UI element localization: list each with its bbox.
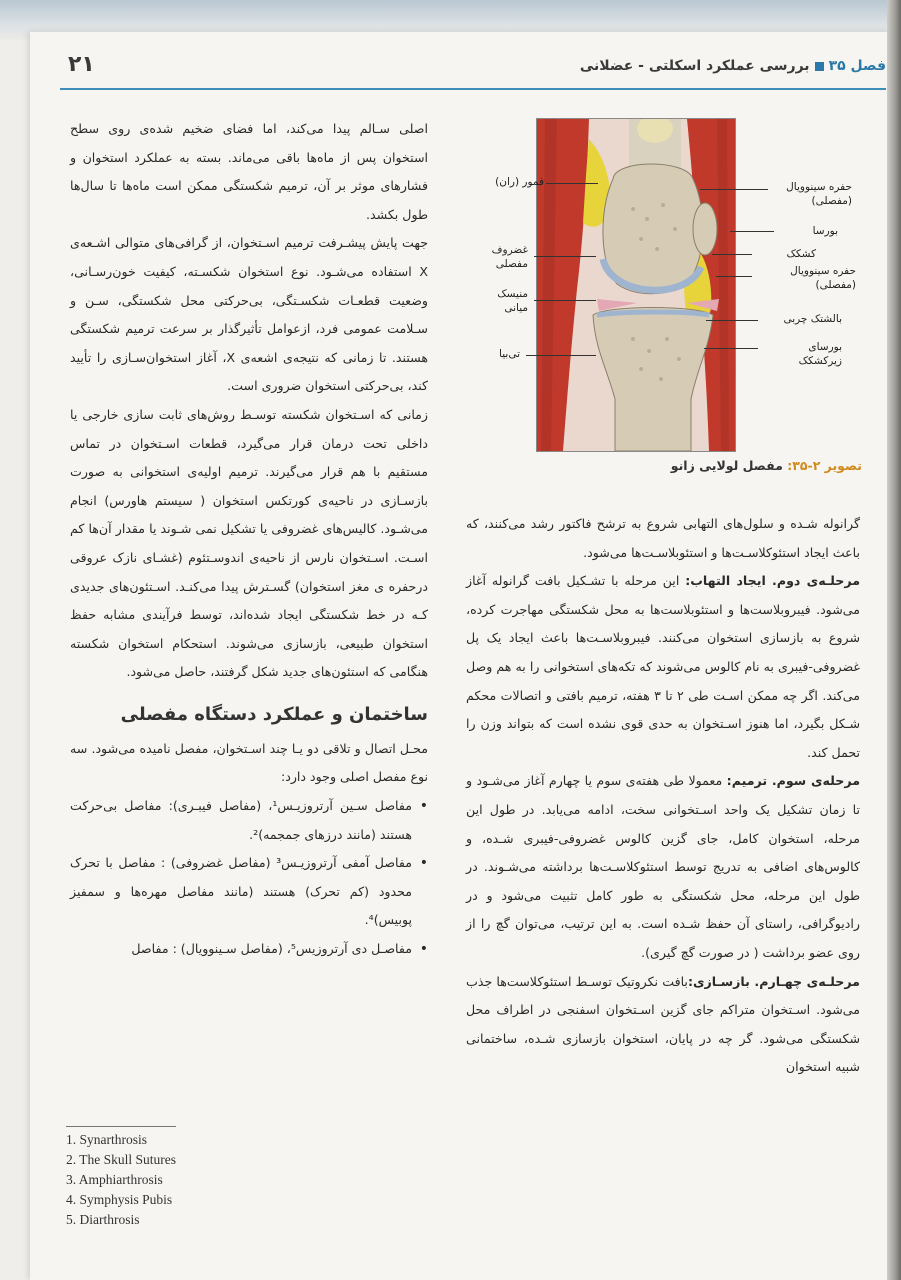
label-leader xyxy=(546,183,598,184)
left-column xyxy=(70,115,428,964)
figure-caption-number: تصویر ۲-۳۵: xyxy=(787,458,862,473)
figure-label: حفره سینوویال (مفصلی) xyxy=(786,181,852,207)
label-leader xyxy=(704,348,758,349)
paragraph: گرانوله شـده و سلول‌های التهابی شروع به ترشح فاکتور رشد می‌کنند، که باعث ایجاد استئوکلاسـت‌ها و استئوبلاسـت‌ها می‌شود. xyxy=(466,516,860,560)
paragraph: زمانی که اسـتخوان شکسته توسـط روش‌های ثابت سازی خارجی یا داخلی تحت درمان قرار می‌گیرد، قطعات اسـتخوان در تماس مستقیم با هم قرار می‌گیرند. ترمیم اولیه‌ی استخوانی به صورت بازسـازی در ناحیه‌ی کورتکس استخوان ( سیستم هاورس) انجام می‌شـود. کالیس‌های غضروفی یا تشکیل نمی شـوند یا مقدار آن‌ها کم اسـت. اسـتخوان نارس از ناحیه‌ی اندوسـتئوم (غشـای نازک عروقی درحفره ی مغز استخوان) گسـترش پیدا می‌کنـد. اسـتئون‌های جدیدی کـه در خط شکستگی ایجاد شده‌اند، توسط فرآیندی مشابه حفظ استخوان طبیعی، بازسازی می‌شوند. استحکام استخوان شکسته هنگامی که استئون‌های جدید شکل گرفتند، حاصل می‌شود. xyxy=(70,406,428,680)
figure-label: تی‌بیا xyxy=(499,348,520,360)
label-leader xyxy=(706,320,758,321)
right-column xyxy=(466,510,860,1082)
figure-label: بورسا xyxy=(812,225,838,237)
label-leader xyxy=(730,231,774,232)
square-marker-icon xyxy=(815,62,824,71)
label-leader xyxy=(716,276,752,277)
figure-label: حفره سینوویال (مفصلی) xyxy=(790,265,856,291)
figure-label: بورسای زیرکشکک xyxy=(798,341,842,367)
knee-anatomy-drawing xyxy=(537,119,735,451)
figure-caption-text: مفصل لولایی زانو xyxy=(670,458,783,473)
chapter-label: فصل ۳۵ xyxy=(828,58,886,74)
section-heading: ساختمان و عملکرد دستگاه مفصلی xyxy=(120,703,428,725)
label-leader xyxy=(534,300,596,301)
figure-label: کشکک xyxy=(786,248,816,260)
stage-title: مرحله‌ی سوم. ترمیم: xyxy=(726,773,860,789)
stage-title: مرحلـه‌ی دوم. ایجاد التهاب: xyxy=(685,573,860,589)
page-number: ۲۱ xyxy=(68,52,95,77)
paragraph: جهت پایش پیشـرفت ترمیم اسـتخوان، از گرافی‌های متوالی اشـعه‌ی X استفاده می‌شـود. نوع استخوان شکسـته، کیفیت خون‌رسـانی، وضعیت قطعـات شکسـتگی، بی‌حرکتی محل شکستگی، سـن و سـلامت عمومی فرد، ازعوامل تأثیرگذار بر سرعت ترمیم شکستگی هستند. تا زمانی که نتیجه‌ی اشعه‌ی X، آغاز استخوان‌سـازی را تأیید کند، بی‌حرکتی استخوان ضروری است. xyxy=(70,235,428,394)
stage-text: معمولا طی هفته‌ی سوم یا چهارم آغاز می‌شـود و تا زمان تشکیل یک واحد اسـتخوانی سخت، ادامه می‌یابد. در طول این مرحله، استخوان کامل، جای گزین کالوس غضروفی-فیبری شـده، و کالوس‌های اضافی به تدریج توسط استئوکلاسـت‌ها برداشته می‌شـوند. در طول این مرحله، محل شکستگی به طور کامل تثبیت می‌شود و در رادیوگرافی، راستای آن حفظ شـده است. به این ترتیب، می‌توان گچ را از روی عضو برداشت ( در صورت گچ گیری). xyxy=(466,773,860,960)
label-leader xyxy=(712,254,752,255)
figure-label: غضروف مفصلی xyxy=(491,244,528,270)
stage-paragraph xyxy=(466,968,860,1082)
stage-text: بافت نکروتیک توسـط استئوکلاست‌ها جذب می‌شود. اسـتخوان متراکم جای گزین اسـتخوان اسفنجی در اطراف محل شکستگی می‌شود. گر چه در پایان، استخوان بازسازی شـده، ساختمانی شبیه استخوان xyxy=(466,973,860,1075)
footnotes xyxy=(66,1130,406,1230)
figure-label: منیسک میانی xyxy=(497,288,528,314)
list-item: • مفاصـل دی آرتروزیس⁵، (مفاصل سـینوویال) : مفاصل xyxy=(70,935,428,964)
header-rule xyxy=(60,88,886,90)
figure-label: فمور (ران) xyxy=(495,176,544,188)
list-item: • مفاصل آمفی آرتروزیـس³ (مفاصل غضروفی) : مفاصل با تحرک محدود (کم تحرک) هستند (مانند مفاصل مهره‌ها و سمفیز پوبیس)⁴. xyxy=(70,849,428,935)
page-header xyxy=(60,50,886,92)
figure-caption xyxy=(566,458,862,473)
footnote: 2. The Skull Sutures xyxy=(66,1152,177,1167)
stage-text: این مرحله با تشـکیل بافت گرانوله آغاز می‌شود. فیبروبلاست‌ها و استئوبلاست‌ها به محل شکستگی مهاجرت کرده، شروع به بازسازی استخوان می‌کنند. فیبروبلاسـت‌ها باعث ایجاد یک پل غضروفی-فیبری به نام کالوس می‌شوند که تکه‌های استخوانی را به هم وصل می‌کند. اگر چه ممکن اسـت طی ۲ تا ۳ هفته، ترمیم بافتی و اتصالات محکم شـکل بگیرد، اما هنوز اسـتخوان به حدی قوی نشده است که بتواند وزن را تحمل کند. xyxy=(466,573,860,760)
label-leader xyxy=(526,355,596,356)
paragraph: اصلی سـالم پیدا می‌کند، اما فضای ضخیم شده‌ی روی سطح استخوان پس از ماه‌ها باقی می‌ماند. بسته به عملکرد استخوان و فشارهای موثر بر آن، ترمیم شکستگی ممکن است ماه‌ها تا سال‌ها طول بکشد. xyxy=(70,121,428,222)
stage-paragraph xyxy=(466,767,860,967)
footnote: 1. Synarthrosis xyxy=(66,1132,147,1147)
joint-type-list xyxy=(70,792,428,964)
stage-title: مرحلـه‌ی چهـارم. بازسـازی: xyxy=(687,973,860,989)
knee-joint-illustration xyxy=(536,118,736,452)
label-leader xyxy=(700,189,768,190)
chapter-title: بررسی عملکرد اسکلتی - عضلانی xyxy=(579,58,810,74)
figure-label: بالشتک چربی xyxy=(783,313,842,325)
stage-paragraph xyxy=(466,567,860,767)
label-leader xyxy=(534,256,596,257)
book-edge xyxy=(887,0,901,1280)
list-item: • مفاصل سـین آرتروزیـس¹، (مفاصل فیبـری): مفاصل بی‌حرکت هستند (مانند درزهای جمجمه)². xyxy=(70,792,428,849)
footnote-rule xyxy=(66,1126,176,1127)
section-intro: محـل اتصال و تلاقی دو یـا چند اسـتخوان، مفصل نامیده می‌شود. سه نوع مفصل اصلی وجود دارد: xyxy=(70,740,428,785)
footnote: 3. Amphiarthrosis xyxy=(66,1172,163,1187)
footnote: 5. Diarthrosis xyxy=(66,1212,140,1227)
footnote: 4. Symphysis Pubis xyxy=(66,1192,173,1207)
chapter-header xyxy=(580,58,886,74)
